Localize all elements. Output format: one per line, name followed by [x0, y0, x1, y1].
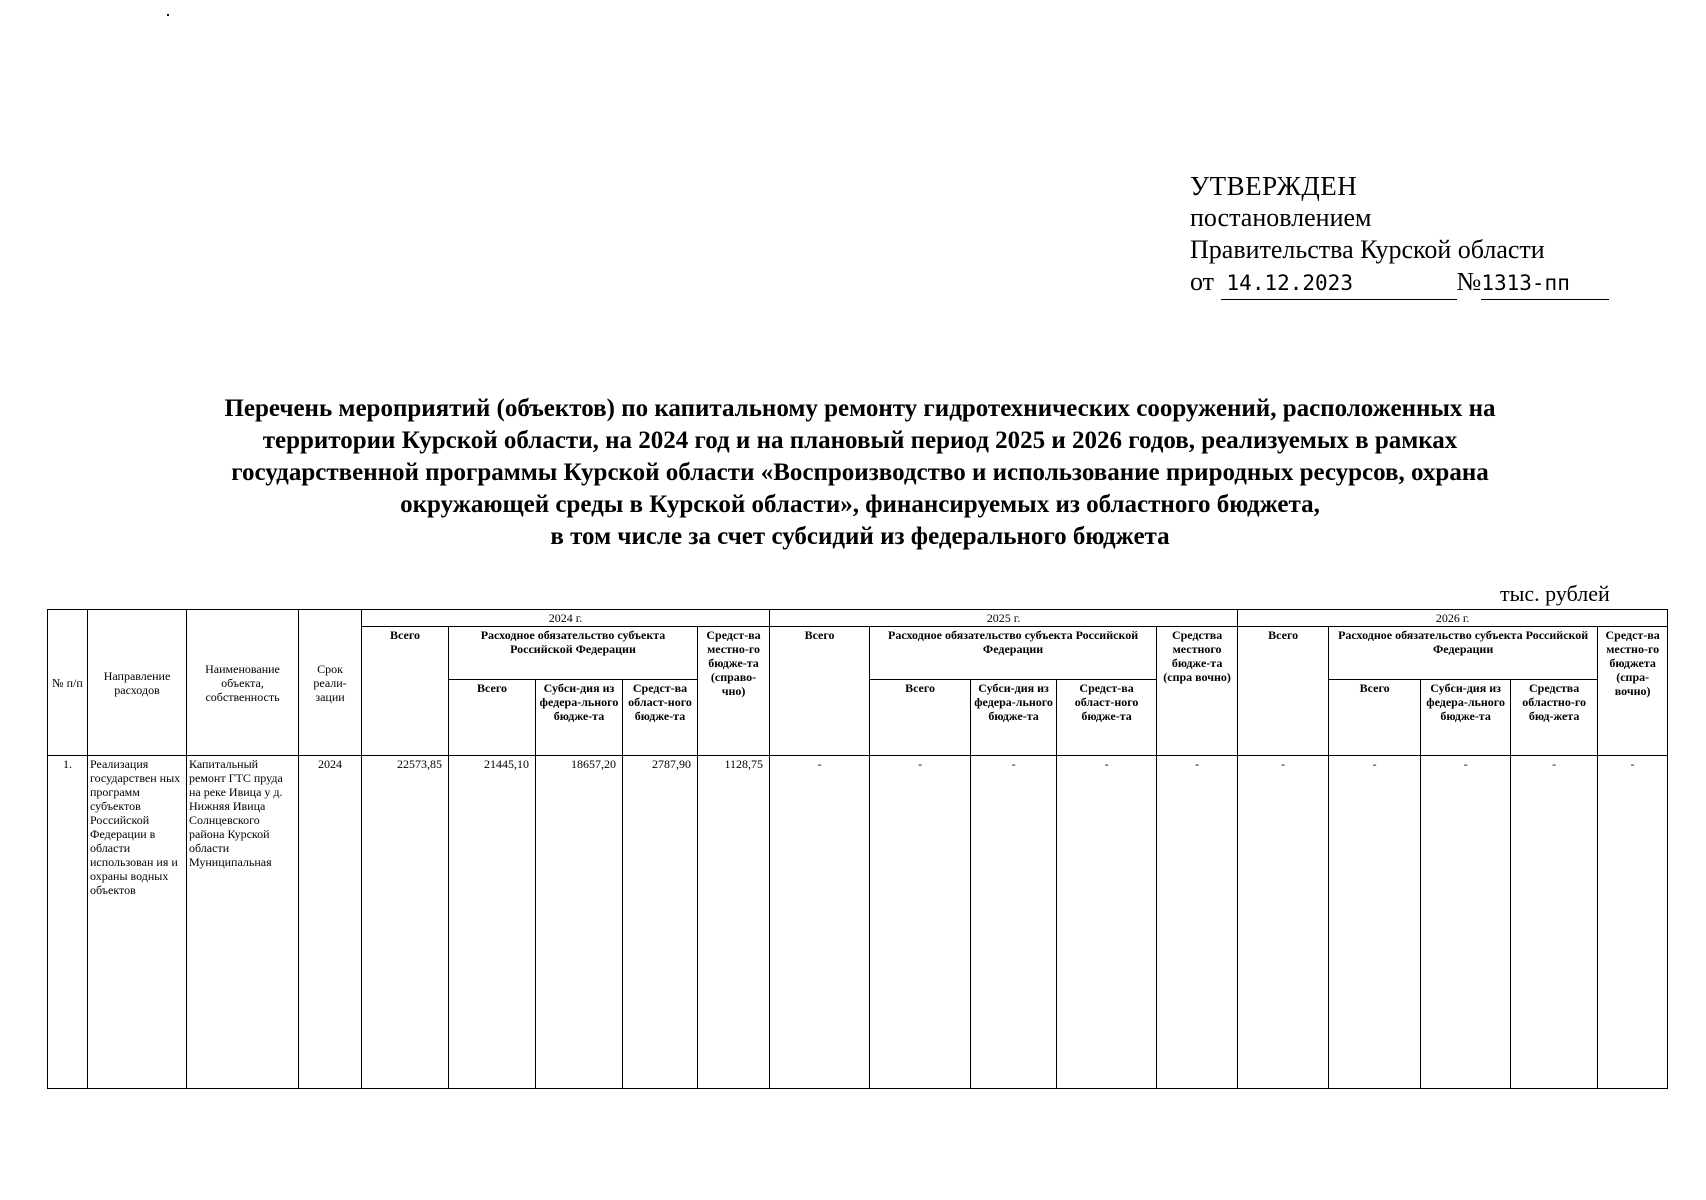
scan-mark	[167, 14, 169, 16]
approval-number: 1313-пп	[1481, 267, 1609, 300]
header-2026-obligation-total: Всего	[1329, 679, 1421, 755]
header-term: Срок реали-зации	[299, 610, 362, 756]
row-2024-total: 22573,85	[362, 756, 449, 1089]
header-2024-obligation-total: Всего	[449, 679, 536, 755]
row-num: 1.	[48, 756, 88, 1089]
approval-date-prefix: от	[1190, 267, 1215, 296]
row-2025-subsidy: -	[971, 756, 1057, 1089]
header-2026-local: Средст-ва местно-го бюджета (спра-вочно)	[1598, 627, 1668, 756]
header-2025-obligation: Расходное обязательство субъекта Российской Федерации	[870, 627, 1157, 680]
header-2025-total: Всего	[770, 627, 870, 756]
approval-number-prefix: №	[1456, 267, 1482, 296]
title-line-5: в том числе за счет субсидий из федерального бюджета	[550, 523, 1170, 550]
row-2025-regional: -	[1057, 756, 1157, 1089]
approval-heading: УТВЕРЖДЕН	[1190, 171, 1358, 201]
approval-date: 14.12.2023	[1221, 267, 1457, 300]
header-2026-subsidy: Субси-дия из федера-льного бюдже-та	[1421, 679, 1511, 755]
units-label: тыс. рублей	[1500, 581, 1610, 606]
header-direction: Направление расходов	[88, 610, 187, 756]
header-year-2026: 2026 г.	[1238, 610, 1668, 627]
header-2025-obligation-total: Всего	[870, 679, 971, 755]
row-2026-total: -	[1238, 756, 1329, 1089]
row-object: Капитальный ремонт ГТС пруда на реке Ивица у д. Нижняя Ивица Солнцевского района Курской области Муниципальная	[187, 756, 299, 1089]
header-2024-regional: Средст-ва област-ного бюдже-та	[623, 679, 698, 755]
title-line-2: территории Курской области, на 2024 год и на плановый период 2025 и 2026 годов, реализуемых в рамках	[262, 427, 1458, 454]
header-num: № п/п	[48, 610, 88, 756]
approval-stamp	[1190, 170, 1609, 300]
row-2026-obligation-total: -	[1329, 756, 1421, 1089]
header-2026-total: Всего	[1238, 627, 1329, 756]
header-2026-obligation: Расходное обязательство субъекта Российской Федерации	[1329, 627, 1598, 680]
year-header-row	[48, 610, 1668, 627]
approval-line2: Правительства Курской области	[1190, 235, 1545, 264]
header-2024-obligation: Расходное обязательство субъекта Российской Федерации	[449, 627, 698, 680]
row-2024-regional: 2787,90	[623, 756, 698, 1089]
header-year-2025: 2025 г.	[770, 610, 1238, 627]
row-2026-subsidy: -	[1421, 756, 1511, 1089]
title-line-1: Перечень мероприятий (объектов) по капитальному ремонту гидротехнических сооружений, расположенных на	[224, 395, 1496, 422]
row-2025-local: -	[1157, 756, 1238, 1089]
measures-table	[47, 609, 1668, 1089]
table-row	[48, 756, 1668, 1089]
row-2024-subsidy: 18657,20	[536, 756, 623, 1089]
row-2024-local: 1128,75	[698, 756, 770, 1089]
row-term: 2024	[299, 756, 362, 1089]
row-2025-total: -	[770, 756, 870, 1089]
header-2024-subsidy: Субси-дия из федера-льного бюдже-та	[536, 679, 623, 755]
header-year-2024: 2024 г.	[362, 610, 770, 627]
row-2024-obligation-total: 21445,10	[449, 756, 536, 1089]
title-line-4: окружающей среды в Курской области», финансируемых из областного бюджета,	[400, 491, 1320, 518]
approval-line1: постановлением	[1190, 203, 1372, 232]
row-direction: Реализация государствен ных программ субъектов Российской Федерации в области использован ия и охраны водных объектов	[88, 756, 187, 1089]
row-2025-obligation-total: -	[870, 756, 971, 1089]
title-line-3: государственной программы Курской области «Воспроизводство и использование природных ресурсов, охрана	[231, 459, 1489, 486]
header-2024-total: Всего	[362, 627, 449, 756]
row-2026-local: -	[1598, 756, 1668, 1089]
document-title	[60, 393, 1660, 553]
header-2026-regional: Средства областно-го бюд-жета	[1511, 679, 1598, 755]
header-2025-subsidy: Субси-дия из федера-льного бюдже-та	[971, 679, 1057, 755]
header-2024-local: Средст-ва местно-го бюдже-та (справо-чно)	[698, 627, 770, 756]
approval-date-line	[1190, 266, 1609, 300]
row-2026-regional: -	[1511, 756, 1598, 1089]
header-2025-regional: Средст-ва област-ного бюдже-та	[1057, 679, 1157, 755]
header-object: Наименование объекта, собственность	[187, 610, 299, 756]
header-2025-local: Средства местного бюдже-та (спра вочно)	[1157, 627, 1238, 756]
